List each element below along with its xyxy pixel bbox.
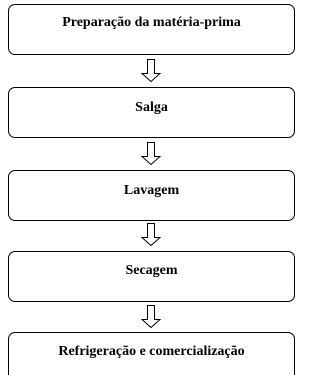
- down-arrow-icon: [141, 305, 161, 328]
- step-label-secagem: Secagem: [125, 263, 178, 278]
- step-label-preparacao: Preparação da matéria-prima: [62, 15, 241, 30]
- step-label-salga: Salga: [135, 100, 168, 115]
- step-box-refrigeracao: [8, 332, 295, 375]
- down-arrow-icon: [141, 223, 161, 246]
- step-box-lavagem: [8, 170, 295, 221]
- down-arrow-icon: [141, 142, 161, 165]
- step-label-refrigeracao: Refrigeração e comercialização: [58, 344, 245, 359]
- step-box-secagem: [8, 251, 295, 302]
- step-box-preparacao: [8, 4, 295, 55]
- down-arrow-icon: [141, 59, 161, 82]
- step-box-salga: [8, 87, 295, 138]
- step-label-lavagem: Lavagem: [123, 183, 180, 198]
